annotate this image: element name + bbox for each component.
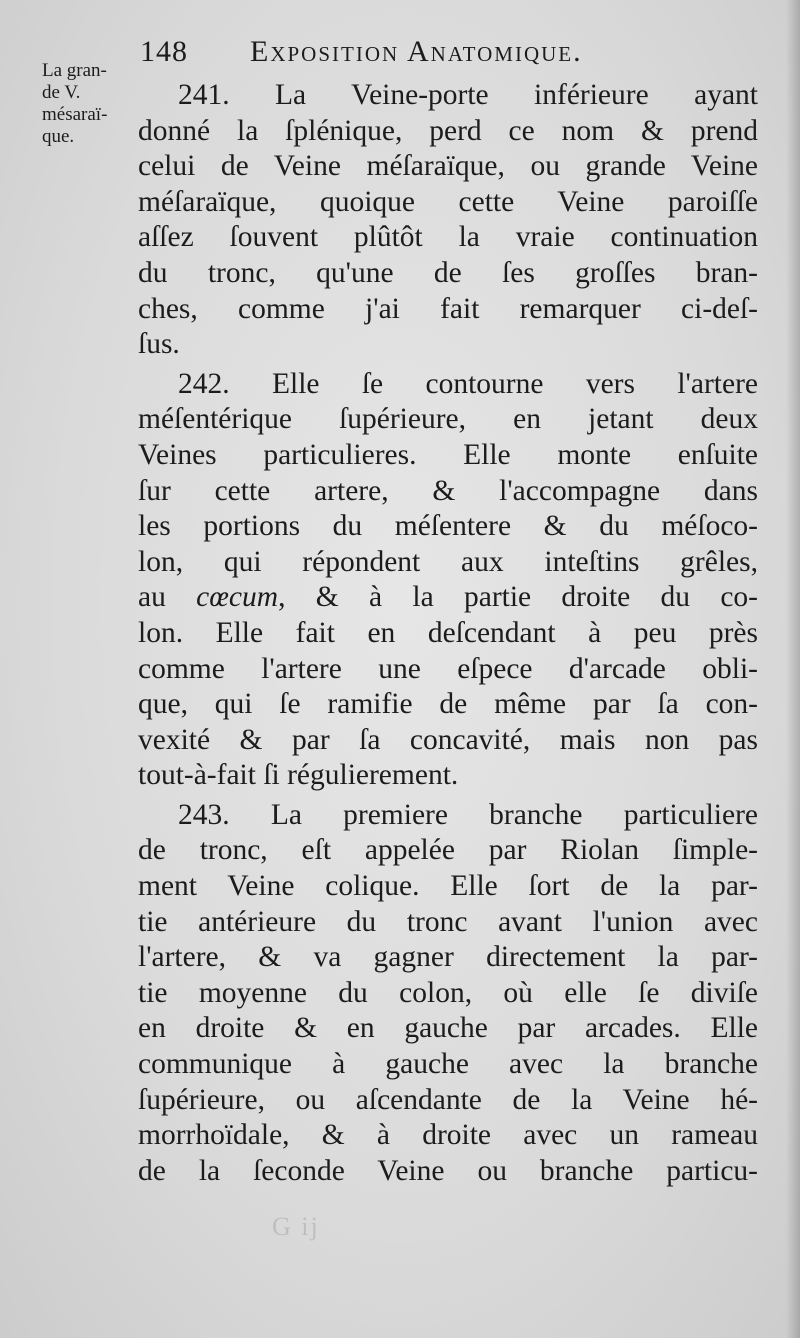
margin-note-line: La gran- <box>42 60 107 81</box>
text-line: méſaraïque, quoique cette Veine paroiſſe <box>138 185 758 218</box>
text-line: aſſez ſouvent plûtôt la vraie continuation <box>138 221 758 254</box>
running-head <box>140 34 760 70</box>
text-line: communique à gauche avec la branche <box>138 1048 758 1081</box>
text-line: lon. Elle fait en deſcendant à peu près <box>138 616 758 649</box>
text-line: tie antérieure du tronc avant l'union avec <box>138 905 758 938</box>
text-line: l'artere, & va gagner directement la par- <box>138 941 758 974</box>
margin-note-line: mésaraï- <box>42 103 108 125</box>
text-line: ches, comme j'ai fait remarquer ci-deſ- <box>138 292 758 325</box>
text-line: lon, qui répondent aux inteſtins grêles, <box>138 545 758 578</box>
margin-note-line: de V. <box>42 81 81 103</box>
body-text <box>138 78 758 1189</box>
text-line: ſus. <box>138 328 180 361</box>
text-line: ment Veine colique. Elle ſort de la par- <box>138 870 758 903</box>
text-line: de la ſeconde Veine ou branche particu- <box>138 1154 758 1187</box>
text-line: comme l'artere une eſpece d'arcade obli- <box>138 652 758 685</box>
text-line: ſur cette artere, & l'accompagne dans <box>138 474 758 507</box>
text-line: Veines particulieres. Elle monte enſuite <box>138 438 758 471</box>
text-line: 243. La premiere branche particuliere <box>178 798 758 831</box>
page-number: 148 <box>140 35 188 68</box>
text-line: ſupérieure, ou aſcendante de la Veine hé- <box>138 1083 758 1116</box>
margin-note <box>42 60 138 147</box>
latin-term: cœcum <box>196 581 279 614</box>
text-line: tout-à-fait ſi régulierement. <box>138 759 459 792</box>
page-edge-shadow <box>786 0 800 1338</box>
text-line: 241. La Veine-porte inférieure ayant <box>178 79 758 111</box>
text-line: au cœcum, & à la partie droite du co- <box>138 581 758 614</box>
text-line: vexité & par ſa concavité, mais non pas <box>138 723 758 756</box>
text-line: 242. Elle ſe contourne vers l'artere <box>178 367 758 400</box>
signature-mark: G ij <box>272 1212 320 1241</box>
text-line: les portions du méſentere & du méſoco- <box>138 510 758 543</box>
text-line: en droite & en gauche par arcades. Elle <box>138 1012 758 1045</box>
text-line: celui de Veine méſaraïque, ou grande Veine <box>138 150 758 183</box>
text-line: du tronc, qu'une de ſes groſſes bran- <box>138 256 758 289</box>
text-line: que, qui ſe ramifie de même par ſa con- <box>138 688 758 721</box>
text-line: donné la ſplénique, perd ce nom & prend <box>138 114 758 147</box>
text-line: méſentérique ſupérieure, en jetant deux <box>138 403 758 436</box>
margin-note-line: que. <box>42 125 75 147</box>
text-line: de tronc, eſt appelée par Riolan ſimple- <box>138 834 758 867</box>
text-line: tie moyenne du colon, où elle ſe diviſe <box>138 976 758 1009</box>
running-title: Exposition Anatomique. <box>250 35 583 68</box>
text-line: morrhoïdale, & à droite avec un rameau <box>138 1119 758 1152</box>
